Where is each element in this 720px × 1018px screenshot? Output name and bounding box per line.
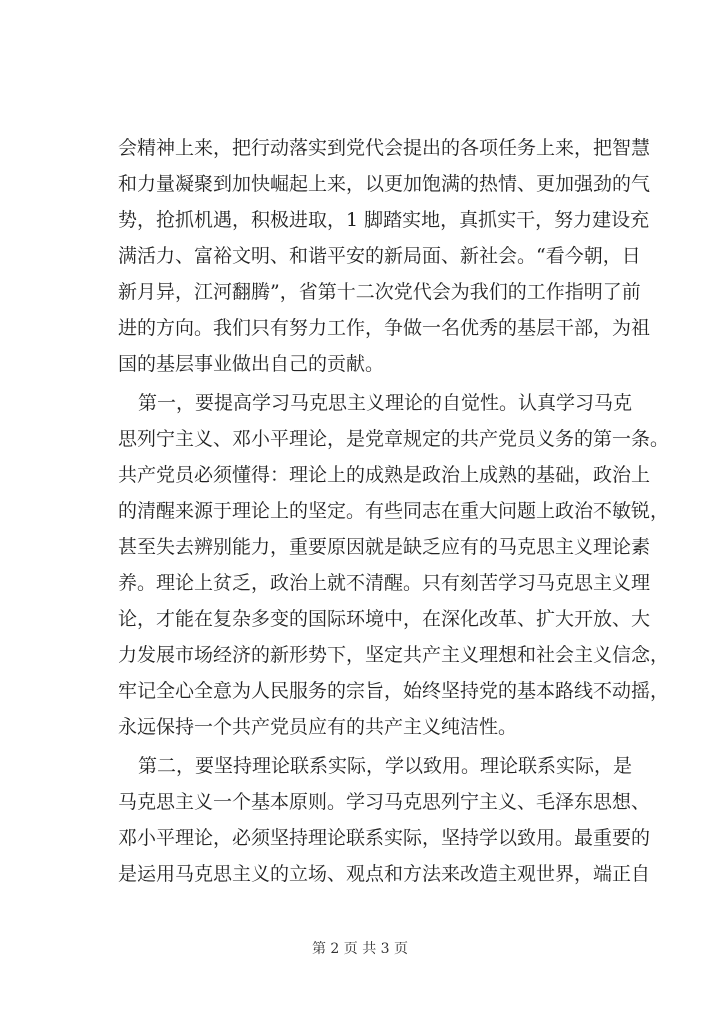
text-line: 会精神上来，把行动落实到党代会提出的各项任务上来，把智慧	[118, 137, 651, 159]
text-line: 新月异，江河翻腾”，省第十二次党代会为我们的工作指明了前	[118, 281, 641, 303]
text-line: 第一，要提高学习马克思主义理论的自觉性。认真学习马克	[138, 392, 633, 414]
text-line: 论，才能在复杂多变的国际环境中，在深化改革、扩大开放、大	[118, 608, 651, 630]
text-line: 思列宁主义、邓小平理论，是党章规定的共产党员义务的第一条。	[118, 428, 670, 450]
text-line: 永远保持一个共产党员应有的共产主义纯洁性。	[118, 716, 518, 738]
text-line: 力发展市场经济的新形势下，坚定共产主义理想和社会主义信念，	[118, 644, 670, 666]
text-line: 满活力、富裕文明、和谐平安的新局面、新社会。“看今朝，日	[118, 245, 641, 267]
text-line: 势，抢抓机遇，积极进取，1 脚踏实地，真抓实干，努力建设充	[118, 209, 650, 231]
text-line: 第二，要坚持理论联系实际，学以致用。理论联系实际，是	[138, 755, 633, 777]
text-line: 共产党员必须懂得：理论上的成熟是政治上成熟的基础，政治上	[118, 464, 651, 486]
text-line: 的清醒来源于理论上的坚定。有些同志在重大问题上政治不敏锐，	[118, 500, 670, 522]
text-line: 和力量凝聚到加快崛起上来，以更加饱满的热情、更加强劲的气	[118, 173, 651, 195]
page-number-footer: 第 2 页 共 3 页	[311, 941, 409, 957]
text-line: 马克思主义一个基本原则。学习马克思列宁主义、毛泽东思想、	[118, 791, 651, 813]
text-line: 是运用马克思主义的立场、观点和方法来改造主观世界，端正自	[118, 863, 651, 885]
text-line: 进的方向。我们只有努力工作，争做一名优秀的基层干部，为祖	[118, 317, 651, 339]
text-line: 国的基层事业做出自己的贡献。	[118, 353, 385, 375]
text-line: 牢记全心全意为人民服务的宗旨，始终坚持党的基本路线不动摇，	[118, 680, 670, 702]
text-line: 甚至失去辨别能力，重要原因就是缺乏应有的马克思主义理论素	[118, 536, 651, 558]
text-line: 邓小平理论，必须坚持理论联系实际，坚持学以致用。最重要的	[118, 827, 651, 849]
text-line: 养。理论上贫乏，政治上就不清醒。只有刻苦学习马克思主义理	[118, 572, 651, 594]
